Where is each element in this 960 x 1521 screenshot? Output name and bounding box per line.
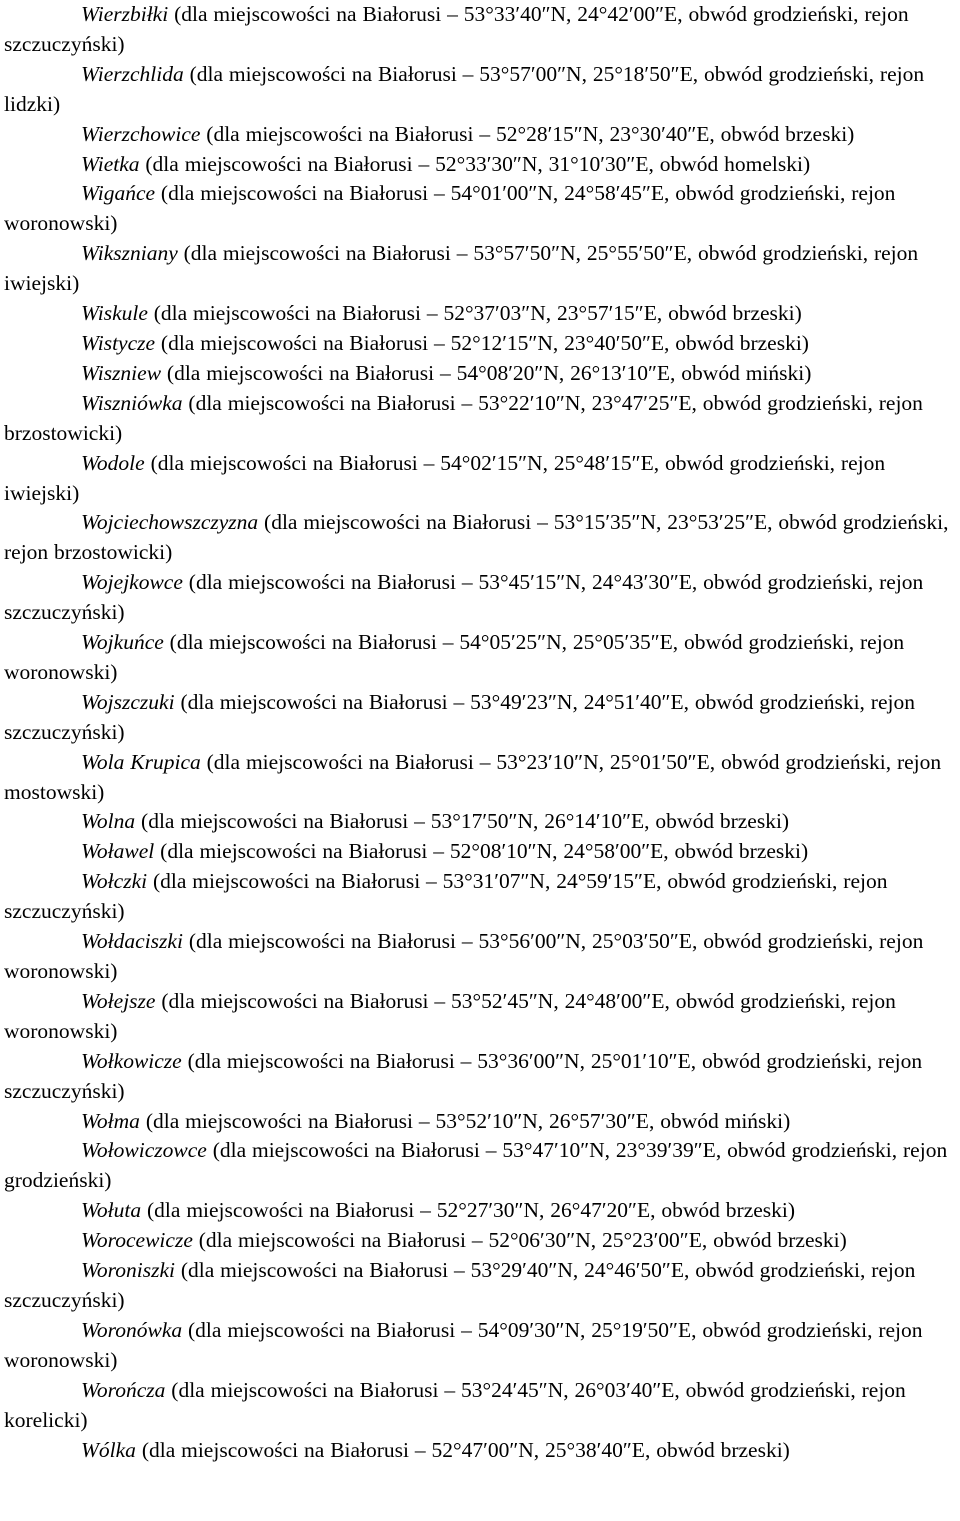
place-details: (dla miejscowości na Białorusi – 52°47′00″N, 25°38′40″E, obwód brzeski) [141, 1437, 790, 1462]
place-name: Wiksznianу [81, 241, 178, 266]
list-item [4, 1256, 956, 1316]
place-name: Wołejsze [81, 988, 156, 1013]
place-name: Woronówka [81, 1317, 183, 1342]
place-name: Wierzchowice [81, 121, 201, 146]
list-item [4, 449, 956, 509]
place-details: (dla miejscowości na Białorusi – 53°22′10″N, 23°47′25″E, obwód grodzieński, rejon brzostowicki) [4, 390, 923, 445]
place-name: Wołkowicze [81, 1048, 182, 1073]
place-details: (dla miejscowości na Białorusi – 53°15′35″N, 23°53′25″E, obwód grodzieński, rejon brzostowicki) [4, 510, 949, 565]
place-details: (dla miejscowości na Białorusi – 54°02′15″N, 25°48′15″E, obwód grodzieński, rejon iwiejski) [4, 450, 886, 505]
place-name: Wojciechowszczyzna [81, 510, 259, 535]
list-item [4, 389, 956, 449]
place-name: Woroniszki [81, 1258, 175, 1283]
list-item [4, 0, 956, 60]
list-item [4, 688, 956, 748]
list-item [4, 299, 956, 329]
place-name: Wiszniówka [81, 390, 183, 415]
place-details: (dla miejscowości na Białorusi – 53°31′07″N, 24°59′15″E, obwód grodzieński, rejon szczuczyński) [4, 869, 888, 924]
place-name: Wistycze [81, 330, 156, 355]
list-item [4, 568, 956, 628]
list-item [4, 60, 956, 120]
place-details: (dla miejscowości na Białorusi – 52°27′30″N, 26°47′20″E, obwód brzeski) [147, 1198, 796, 1223]
place-details: (dla miejscowości na Białorusi – 53°17′50″N, 26°14′10″E, obwód brzeski) [141, 809, 790, 834]
place-name: Wólka [81, 1437, 136, 1462]
place-details: (dla miejscowości na Białorusi – 54°01′00″N, 24°58′45″E, obwód grodzieński, rejon woronowski) [4, 181, 896, 236]
place-details: (dla miejscowości na Białorusi – 53°52′45″N, 24°48′00″E, obwód grodzieński, rejon woronowski) [4, 988, 896, 1043]
place-details: (dla miejscowości na Białorusi – 53°49′23″N, 24°51′40″E, obwód grodzieński, rejon szczuczyński) [4, 689, 915, 744]
place-details: (dla miejscowości na Białorusi – 54°08′20″N, 26°13′10″E, obwód miński) [166, 360, 812, 385]
place-details: (dla miejscowości na Białorusi – 52°08′10″N, 24°58′00″E, obwód brzeski) [160, 839, 809, 864]
place-details: (dla miejscowości na Białorusi – 53°57′00″N, 25°18′50″E, obwód grodzieński, rejon lidzki) [4, 61, 925, 116]
place-name: Wietka [81, 151, 140, 176]
place-details: (dla miejscowości na Białorusi – 52°12′15″N, 23°40′50″E, obwód brzeski) [160, 330, 809, 355]
place-name: Wodole [81, 450, 145, 475]
list-item [4, 508, 956, 568]
list-item [4, 867, 956, 927]
place-details: (dla miejscowości na Białorusi – 53°23′10″N, 25°01′50″E, obwód grodzieński, rejon mostowski) [4, 749, 942, 804]
place-name: Wiszniew [81, 360, 162, 385]
place-details: (dla miejscowości na Białorusi – 52°37′03″N, 23°57′15″E, obwód brzeski) [153, 301, 802, 326]
place-details: (dla miejscowości na Białorusi – 54°05′25″N, 25°05′35″E, obwód grodzieński, rejon woronowski) [4, 630, 905, 684]
place-name: Wiskule [81, 301, 148, 326]
place-name: Worończa [81, 1377, 166, 1402]
place-name: Wołczki [81, 869, 148, 894]
place-details: (dla miejscowości na Białorusi – 53°57′50″N, 25°55′50″E, obwód grodzieński, rejon iwiejski) [4, 241, 919, 296]
place-details: (dla miejscowości na Białorusi – 53°47′10″N, 23°39′39″E, obwód grodzieński, rejon grodzieński) [4, 1138, 948, 1193]
list-item [4, 329, 956, 359]
place-name: Wolna [81, 809, 136, 834]
list-item [4, 987, 956, 1047]
place-details: (dla miejscowości na Białorusi – 53°45′15″N, 24°43′30″E, obwód grodzieński, rejon szczuczyński) [4, 570, 924, 625]
place-name: Wierzbiłki [81, 2, 169, 26]
place-name: Wojszczuki [81, 689, 175, 714]
list-item [4, 807, 956, 837]
list-item [4, 239, 956, 299]
place-name: Wołdaciszki [81, 929, 183, 954]
place-details: (dla miejscowości na Białorusi – 54°09′30″N, 25°19′50″E, obwód grodzieński, rejon woronowski) [4, 1317, 923, 1372]
place-name: Wołowiczowce [81, 1138, 207, 1163]
list-item [4, 1196, 956, 1226]
place-details: (dla miejscowości na Białorusi – 52°33′30″N, 31°10′30″E, obwód homelski) [145, 151, 811, 176]
place-details: (dla miejscowości na Białorusi – 53°24′45″N, 26°03′40″E, obwód grodzieński, rejon korelicki) [4, 1377, 906, 1432]
place-name: Wola Krupica [81, 749, 201, 774]
place-details: (dla miejscowości na Białorusi – 52°06′30″N, 25°23′00″E, obwód brzeski) [198, 1228, 847, 1253]
place-name: Wojejkowce [81, 570, 183, 595]
place-name: Wołma [81, 1108, 140, 1133]
place-details: (dla miejscowości na Białorusi – 53°56′00″N, 25°03′50″E, obwód grodzieński, rejon woronowski) [4, 929, 924, 983]
list-item [4, 748, 956, 808]
place-name: Woławel [81, 839, 155, 864]
list-item [4, 120, 956, 150]
place-details: (dla miejscowości na Białorusi – 52°28′15″N, 23°30′40″E, obwód brzeski) [206, 121, 855, 146]
place-name: Wojkuńce [81, 630, 164, 655]
list-item [4, 1107, 956, 1137]
list-item [4, 359, 956, 389]
list-item [4, 837, 956, 867]
list-item [4, 1376, 956, 1436]
place-details: (dla miejscowości na Białorusi – 53°29′40″N, 24°46′50″E, obwód grodzieński, rejon szczuczyński) [4, 1258, 916, 1312]
place-name: Wołuta [81, 1198, 142, 1223]
list-item [4, 628, 956, 688]
list-item [4, 150, 956, 180]
place-details: (dla miejscowości na Białorusi – 53°33′40″N, 24°42′00″E, obwód grodzieński, rejon szczuczyński) [4, 2, 909, 56]
place-name: Wierzchlida [81, 61, 184, 86]
list-item [4, 1136, 956, 1196]
list-item [4, 1047, 956, 1107]
entry-list [4, 0, 956, 1465]
list-item [4, 1316, 956, 1376]
place-name: Worocewicze [81, 1228, 193, 1253]
list-item [4, 179, 956, 239]
list-item [4, 1436, 956, 1466]
list-item [4, 1226, 956, 1256]
place-details: (dla miejscowości na Białorusi – 53°36′00″N, 25°01′10″E, obwód grodzieński, rejon szczuczyński) [4, 1048, 923, 1103]
place-name: Wigańce [81, 181, 156, 206]
place-details: (dla miejscowości na Białorusi – 53°52′10″N, 26°57′30″E, obwód miński) [145, 1108, 791, 1133]
list-item [4, 927, 956, 987]
